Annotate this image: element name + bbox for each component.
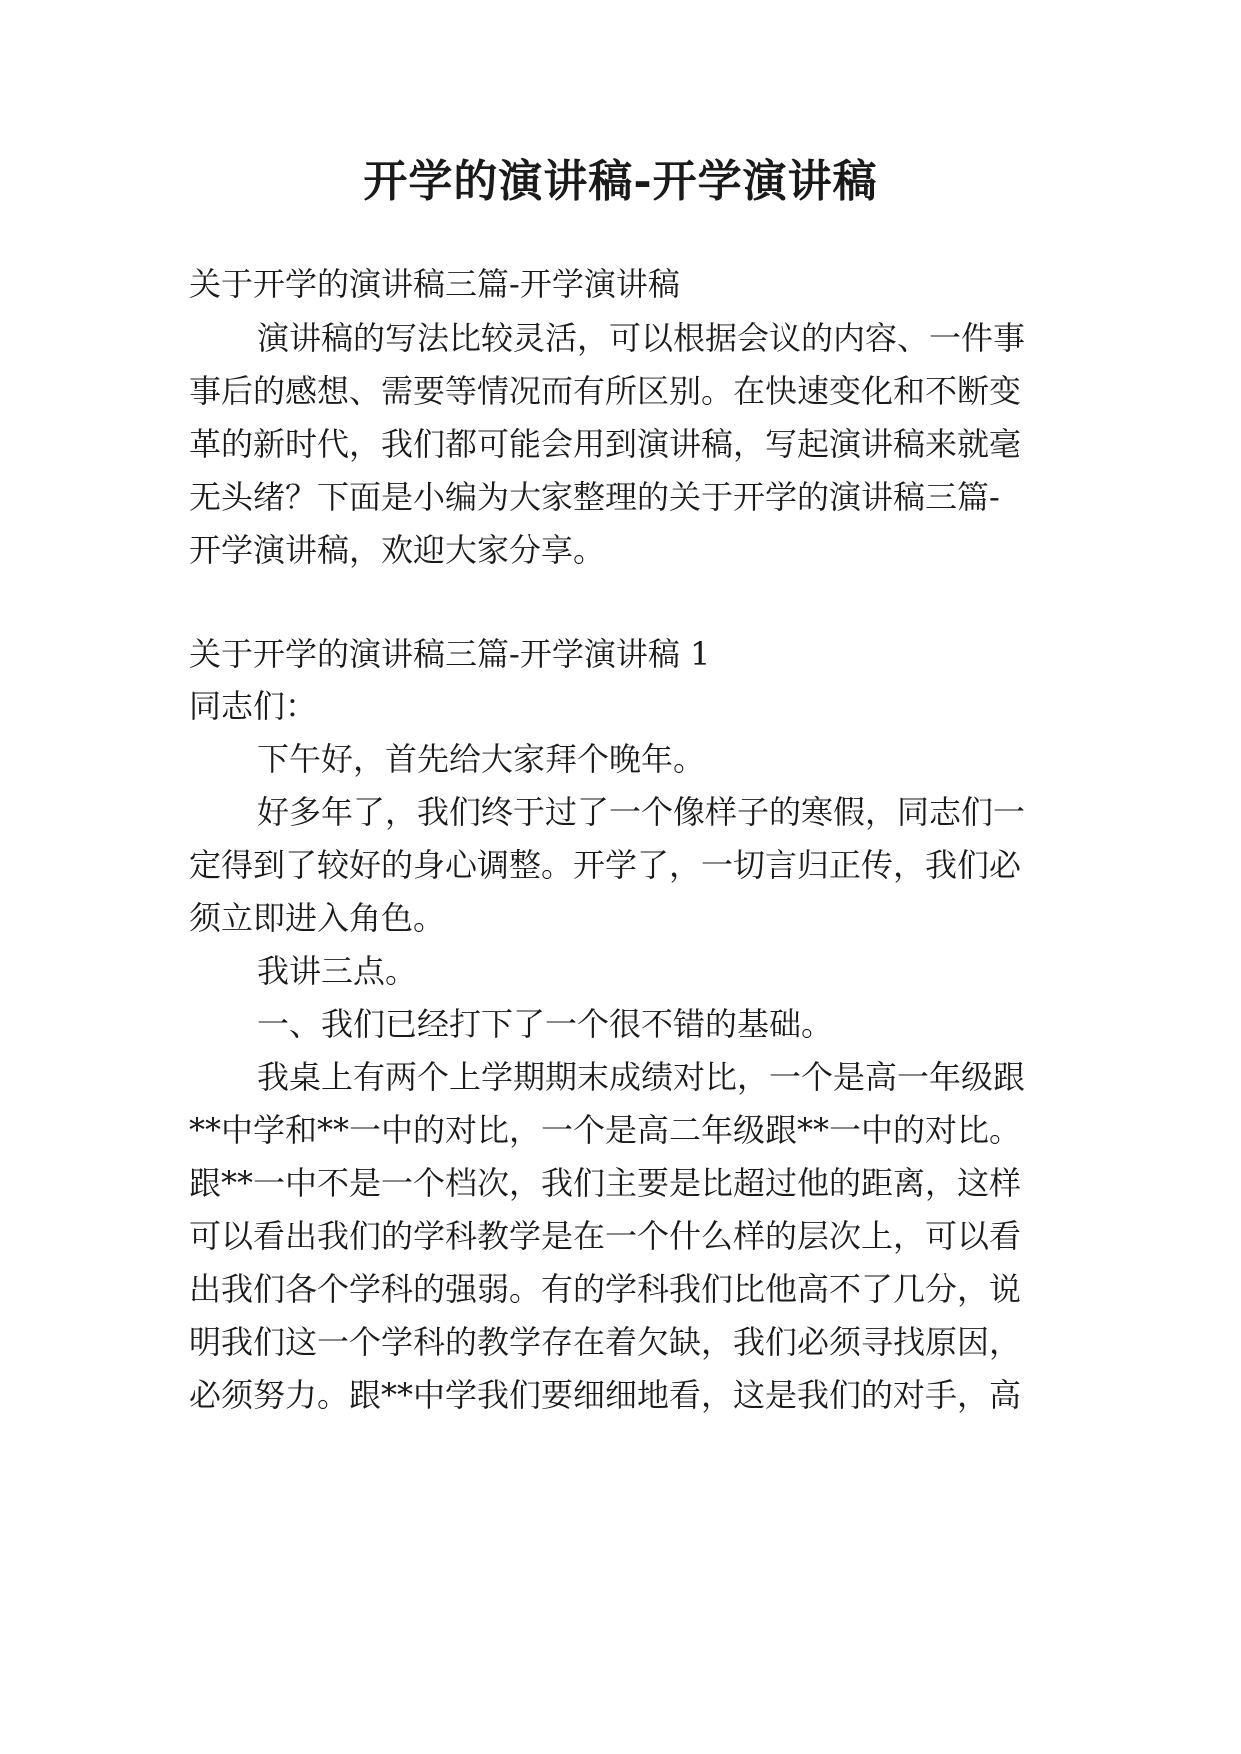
section-heading: 关于开学的演讲稿三篇-开学演讲稿 — [189, 265, 680, 303]
paragraph-line: 无头绪？下面是小编为大家整理的关于开学的演讲稿三篇- — [189, 478, 1000, 516]
paragraph-line: 一、我们已经打下了一个很不错的基础。 — [257, 1005, 834, 1043]
paragraph-line: 跟**一中不是一个档次，我们主要是比超过他的距离，这样 — [189, 1164, 1022, 1202]
paragraph-line: 事后的感想、需要等情况而有所区别。在快速变化和不断变 — [189, 372, 1022, 410]
paragraph-line: 须立即进入角色。 — [189, 899, 446, 937]
paragraph-line: 必须努力。跟**中学我们要细细地看，这是我们的对手，高 — [189, 1376, 1022, 1414]
paragraph-line: **中学和**一中的对比，一个是高二年级跟**一中的对比。 — [189, 1111, 1022, 1149]
paragraph-line: 出我们各个学科的强弱。有的学科我们比他高不了几分，说 — [189, 1270, 1022, 1308]
section-heading: 关于开学的演讲稿三篇-开学演讲稿 1 — [189, 635, 711, 673]
paragraph-line: 我讲三点。 — [257, 952, 418, 990]
paragraph-line: 可以看出我们的学科教学是在一个什么样的层次上，可以看 — [189, 1217, 1022, 1255]
paragraph-line: 明我们这一个学科的教学存在着欠缺，我们必须寻找原因， — [189, 1323, 1022, 1361]
paragraph-line: 革的新时代，我们都可能会用到演讲稿，写起演讲稿来就毫 — [189, 425, 1022, 463]
paragraph-line: 我桌上有两个上学期期末成绩对比，一个是高一年级跟 — [257, 1058, 1026, 1096]
paragraph-line: 下午好，首先给大家拜个晚年。 — [257, 740, 706, 778]
paragraph-line: 演讲稿的写法比较灵活，可以根据会议的内容、一件事 — [257, 319, 1026, 357]
document-title: 开学的演讲稿-开学演讲稿 — [363, 156, 878, 207]
paragraph-line: 开学演讲稿，欢迎大家分享。 — [189, 531, 606, 569]
salutation: 同志们： — [189, 687, 318, 725]
paragraph-line: 定得到了较好的身心调整。开学了，一切言归正传，我们必 — [189, 846, 1022, 884]
paragraph-line: 好多年了，我们终于过了一个像样子的寒假，同志们一 — [257, 793, 1026, 831]
